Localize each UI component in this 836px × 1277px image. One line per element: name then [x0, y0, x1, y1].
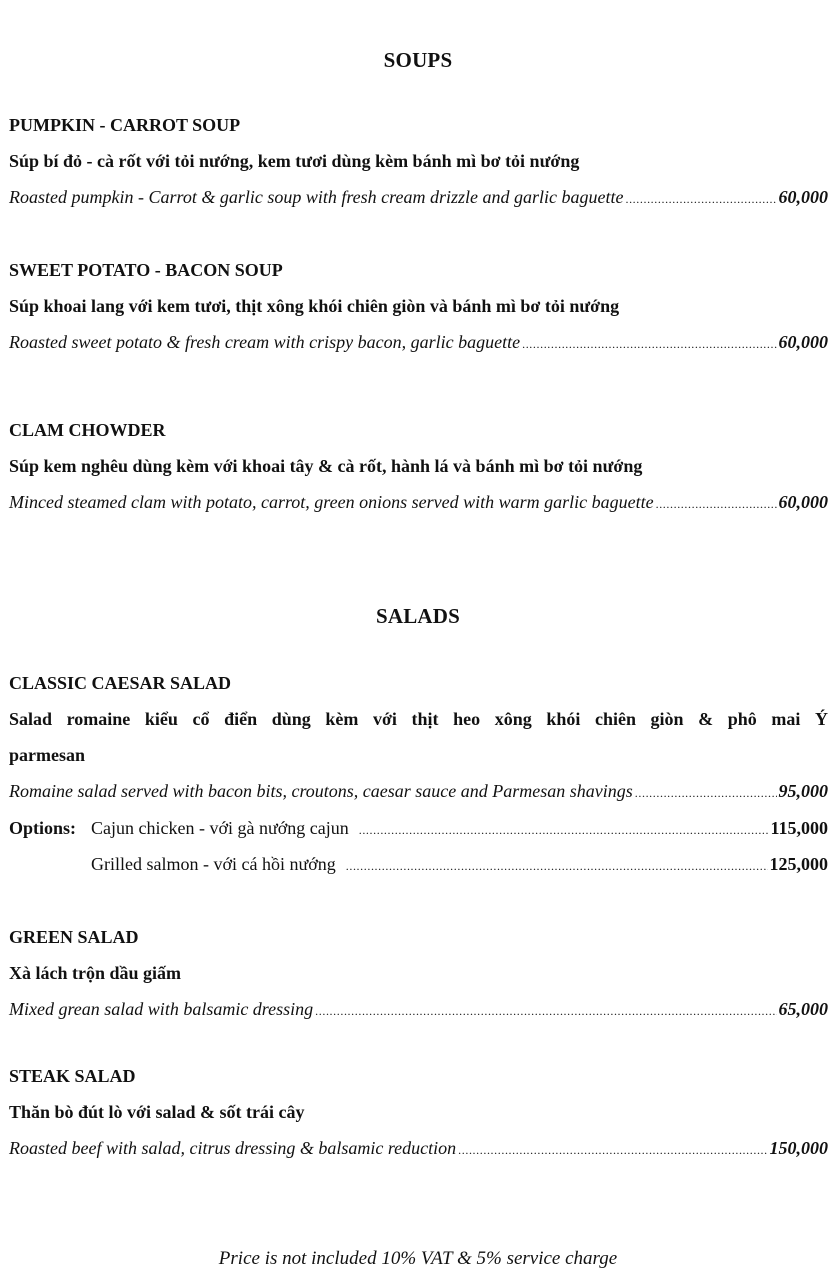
dot-leader	[656, 494, 777, 514]
option-row-grilled-salmon	[9, 853, 828, 876]
item-vietnamese-description-cont: parmesan	[9, 745, 85, 765]
item-name: GREEN SALAD	[9, 927, 139, 947]
dot-leader	[625, 189, 776, 209]
item-english-description: Roasted pumpkin - Carrot & garlic soup with fresh cream drizzle and garlic baguette	[9, 187, 624, 207]
item-vietnamese-description: Súp bí đỏ - cà rốt với tỏi nướng, kem tươi dùng kèm bánh mì bơ tỏi nướng	[9, 151, 580, 171]
item-vietnamese-description: Súp kem nghêu dùng kèm với khoai tây & cà rốt, hành lá và bánh mì bơ tỏi nướng	[9, 456, 643, 476]
item-vietnamese-description: Xà lách trộn dầu giấm	[9, 963, 182, 983]
item-english-line	[9, 998, 828, 1021]
dot-leader	[359, 820, 769, 840]
item-english-description: Mixed grean salad with balsamic dressing	[9, 999, 314, 1019]
option-description: Grilled salmon - với cá hồi nướng	[91, 854, 336, 874]
item-english-line	[9, 1137, 828, 1160]
dot-leader	[635, 783, 777, 803]
item-english-description: Romaine salad served with bacon bits, croutons, caesar sauce and Parmesan shavings	[9, 781, 633, 801]
section-title-soups: SOUPS	[383, 48, 453, 72]
item-name: SWEET POTATO - BACON SOUP	[9, 260, 283, 280]
item-price: 60,000	[778, 187, 828, 207]
item-name: STEAK SALAD	[9, 1066, 136, 1086]
item-english-description: Roasted sweet potato & fresh cream with crispy bacon, garlic baguette	[9, 332, 521, 352]
dot-leader	[346, 856, 768, 876]
options-label: Options:	[9, 818, 77, 838]
item-english-description: Roasted beef with salad, citrus dressing & balsamic reduction	[9, 1138, 457, 1158]
item-vietnamese-description: Thăn bò đút lò với salad & sốt trái cây	[9, 1102, 305, 1122]
item-price: 65,000	[778, 999, 828, 1019]
item-name: PUMPKIN - CARROT SOUP	[9, 115, 241, 135]
item-english-line	[9, 491, 828, 514]
dot-leader	[458, 1140, 767, 1160]
item-price: 60,000	[778, 492, 828, 512]
item-price: 60,000	[778, 332, 828, 352]
section-title-salads: SALADS	[375, 604, 461, 628]
item-english-line	[9, 186, 828, 209]
dot-leader	[522, 334, 776, 354]
item-vietnamese-description: Súp khoai lang với kem tươi, thịt xông khói chiên giòn và bánh mì bơ tỏi nướng	[9, 296, 620, 316]
item-english-line	[9, 780, 828, 803]
item-name: CLASSIC CAESAR SALAD	[9, 673, 232, 693]
item-price: 150,000	[769, 1138, 828, 1158]
option-price: 115,000	[770, 818, 828, 838]
item-name: CLAM CHOWDER	[9, 420, 166, 440]
option-price: 125,000	[769, 854, 828, 874]
item-vietnamese-description: Salad romaine kiểu cổ điển dùng kèm với thịt heo xông khói chiên giòn & phô mai Ý	[9, 709, 828, 729]
dot-leader	[315, 1001, 776, 1021]
option-row-cajun-chicken	[9, 817, 828, 840]
price-disclaimer: Price is not included 10% VAT & 5% service charge	[218, 1248, 618, 1269]
item-english-description: Minced steamed clam with potato, carrot, green onions served with warm garlic baguette	[9, 492, 654, 512]
item-price: 95,000	[778, 781, 828, 801]
option-description: Cajun chicken - với gà nướng cajun	[91, 818, 349, 838]
item-english-line	[9, 331, 828, 354]
